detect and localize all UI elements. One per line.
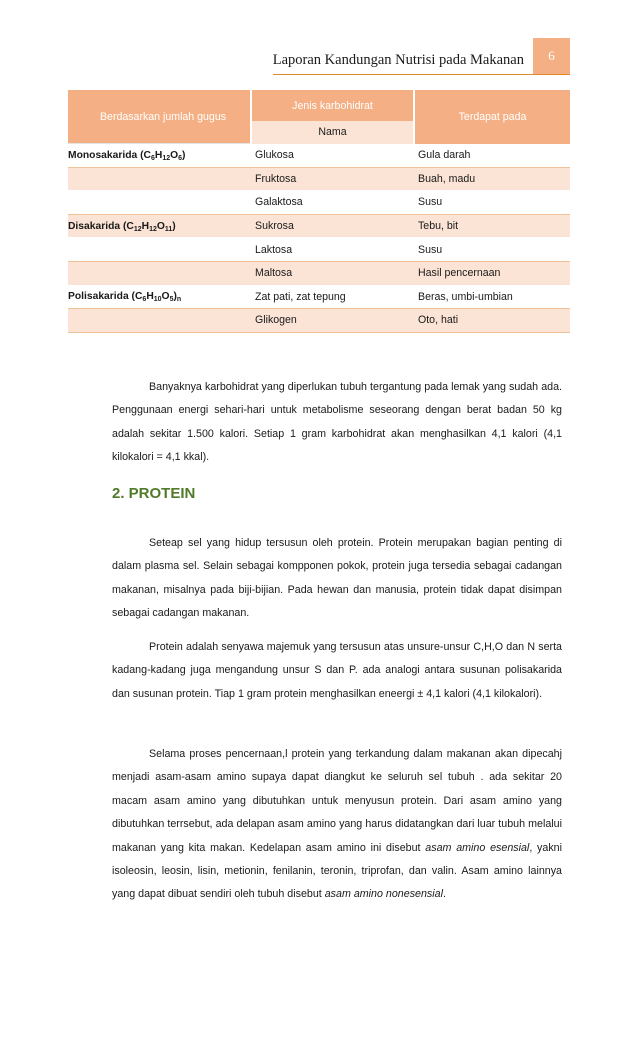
header-jenis: Jenis karbohidrat [251, 90, 414, 121]
nama-cell: Glikogen [251, 309, 414, 333]
nama-cell: Sukrosa [251, 214, 414, 238]
group-cell [68, 167, 251, 191]
term-nonessential: asam amino nonesensial [324, 888, 443, 901]
group-cell [68, 238, 251, 262]
table-row [68, 261, 570, 285]
header-title: Laporan Kandungan Nutrisi pada Makanan [273, 38, 533, 75]
group-cell: Polisakarida $(C_6H_{10}O_5)_n$ [68, 285, 251, 309]
group-cell: Disakarida $(C_{12}H_{12}O_{11})$ [68, 214, 251, 238]
nama-cell: Zat pati, zat tepung [251, 285, 414, 309]
paragraph-amino-acids: Selama proses pencernaan,l protein yang terkandung dalam makanan akan dipecahj menjadi asam-asam amino supaya dapat diangkut ke seluruh sel tubuh . ada sekitar 20 macam asam amino yang dibutuhkan untuk menyusun protein. Dari asam amino yang dibutuhkan terrsebut, ada delapan asam amino yang harus didatangkan dari luar tubuh melalui makanan yang kita makan. Kedelapan asam amino ini disebut asam amino esensial, yakni isoleosin, leosin, lisin, metionin, fenilanin, teronin, triprofan, dan valin. Asam amino lainnya yang dapat dibuat sendiri oleh tubuh disebut asam amino nonesensial. [112, 748, 563, 901]
paragraph-carbohydrate-needs: Banyaknya karbohidrat yang diperlukan tubuh tergantung pada lemak yang sudah ada. Penggunaan energi sehari-hari untuk metabolisme seseorang dengan berat badan 50 kg adalah sekitar 1.500 kalori. Setiap 1 gram karbohidrat akan menghasilkan 4,1 kalori (4,1 kilokalori = 4,1 kkal). [112, 381, 562, 464]
nama-cell: Fruktosa [251, 167, 414, 191]
terdapat-cell: Hasil pencernaan [414, 261, 570, 285]
terdapat-cell: Beras, umbi-umbian [414, 285, 570, 309]
terdapat-cell: Susu [414, 238, 570, 262]
terdapat-cell: Buah, madu [414, 167, 570, 191]
nama-cell: Glukosa [251, 144, 414, 168]
carbohydrate-table [68, 90, 570, 333]
table-row [68, 238, 570, 262]
paragraph-protein-composition: Protein adalah senyawa majemuk yang tersusun atas unsure-unsur C,H,O dan N serta kadang-kadang juga mengandung unsur S dan P. ada analogi antara susunan polisakarida dan susunan protein. Tiap 1 gram protein menghasilkan eneergi ± 4,1 kalori (4,1 kilokalori). [112, 641, 562, 700]
terdapat-cell: Oto, hati [414, 309, 570, 333]
group-cell [68, 261, 251, 285]
table-row [68, 285, 570, 309]
paragraph-protein-cells: Seteap sel yang hidup tersusun oleh protein. Protein merupakan bagian penting di dalam plasma sel. Selain sebagai kompponen pokok, protein juga tersedia sebagai cadangan makanan, misalnya pada biji-bijian. Pada hewan dan manusia, protein tidak dapat disimpan sebagai cadangan makanan. [112, 537, 562, 620]
header-group: Berdasarkan jumlah gugus [68, 90, 251, 144]
page-number: 6 [533, 38, 570, 75]
table-row [68, 167, 570, 191]
header-nama: Nama [251, 121, 414, 143]
nama-cell: Galaktosa [251, 191, 414, 215]
page-header [273, 38, 570, 74]
nama-cell: Maltosa [251, 261, 414, 285]
terdapat-cell: Gula darah [414, 144, 570, 168]
table-row [68, 214, 570, 238]
section-title-protein: 2. PROTEIN [112, 485, 196, 502]
group-cell [68, 309, 251, 333]
group-cell [68, 191, 251, 215]
table-row [68, 309, 570, 333]
term-essential: asam amino esensial [425, 841, 530, 854]
table-row [68, 144, 570, 168]
terdapat-cell: Susu [414, 191, 570, 215]
nama-cell: Laktosa [251, 238, 414, 262]
table-row [68, 191, 570, 215]
header-terdapat: Terdapat pada [414, 90, 570, 144]
group-cell: Monosakarida $(C_6H_{12}O_6)$ [68, 144, 251, 168]
terdapat-cell: Tebu, bit [414, 214, 570, 238]
